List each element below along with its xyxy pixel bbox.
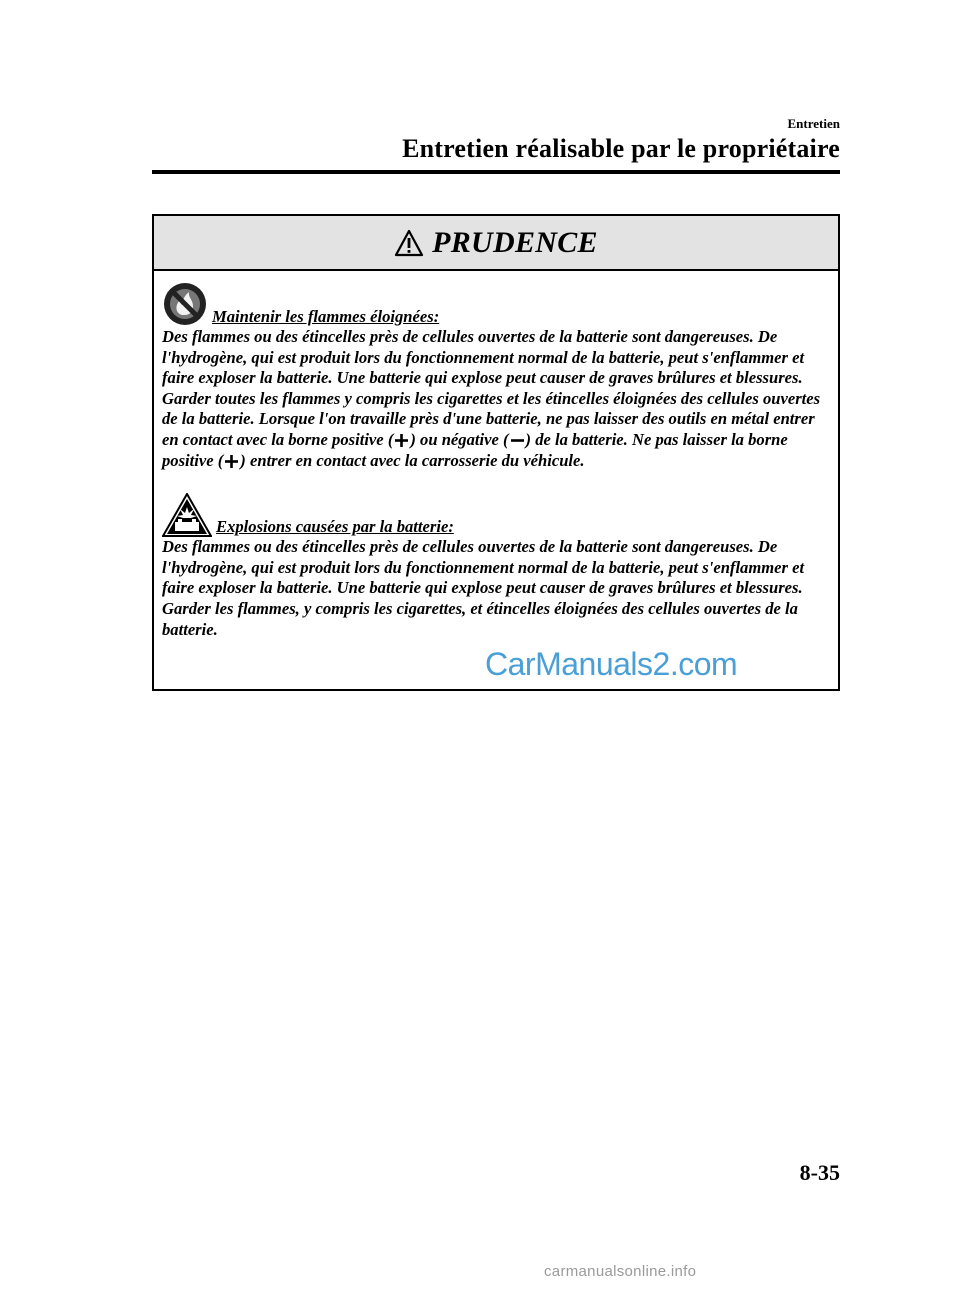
caution-item-explosion (162, 493, 830, 640)
item-heading-row (162, 493, 830, 537)
caution-title: PRUDENCE (432, 225, 598, 259)
caution-box (152, 214, 840, 691)
plus-sign-icon (395, 434, 408, 447)
caution-body (154, 271, 838, 640)
item-heading: Maintenir les flammes éloignées: (212, 307, 440, 326)
text-part: ) entrer en contact avec la carrosserie du véhicule. (240, 450, 585, 470)
caution-header (154, 216, 838, 271)
item-text: Des flammes ou des étincelles près de cellules ouvertes de la batterie sont dangereuses. De l'hydrogène, qui est produit lors du fonctionnement normal de la batterie, peut s'enflammer et faire exploser la batterie. Une batterie qui explose peut causer de graves brûlures et blessures. Garder les flammes, y compris les cigarettes, et étincelles éloignées des cellules ouvertes de la batterie. (162, 537, 805, 639)
no-flame-icon (162, 281, 208, 327)
section-label: Entretien (787, 116, 840, 131)
plus-sign-icon (225, 455, 238, 468)
minus-sign-icon (511, 434, 524, 447)
text-part: Des flammes ou des étincelles près de cellules ouvertes de la batterie sont dangereuses. De l'hydrogène, qui est produit lors du fonctionnement normal de la batterie, peut s'enflammer et faire exploser la batterie. Une batterie qui explose peut causer de graves brûlures et blessures. Garder toutes les flammes y compris les cigarettes et les étincelles éloignées des cellules ouvertes de la batterie. Lorsque l'on travaille près d'une batterie, ne pas laisser des outils en métal entrer en contact avec la borne positive ( (162, 327, 821, 449)
text-part: ) de la batterie. Ne pas laisser la borne positive ( (162, 429, 788, 470)
item-text (162, 327, 830, 471)
caution-item-flames (162, 281, 830, 471)
warning-triangle-icon (394, 229, 424, 257)
watermark-logo: CarManuals2.com (485, 646, 738, 682)
text-part: ) ou négative ( (410, 429, 509, 449)
item-heading-row (162, 281, 830, 327)
footer-watermark: carmanualsonline.info (544, 1263, 697, 1280)
header-divider (152, 170, 840, 174)
page-title: Entretien réalisable par le propriétaire (402, 134, 840, 163)
item-heading: Explosions causées par la batterie: (216, 517, 454, 537)
battery-explosion-icon (162, 493, 212, 537)
page-number: 8-35 (799, 1160, 840, 1185)
